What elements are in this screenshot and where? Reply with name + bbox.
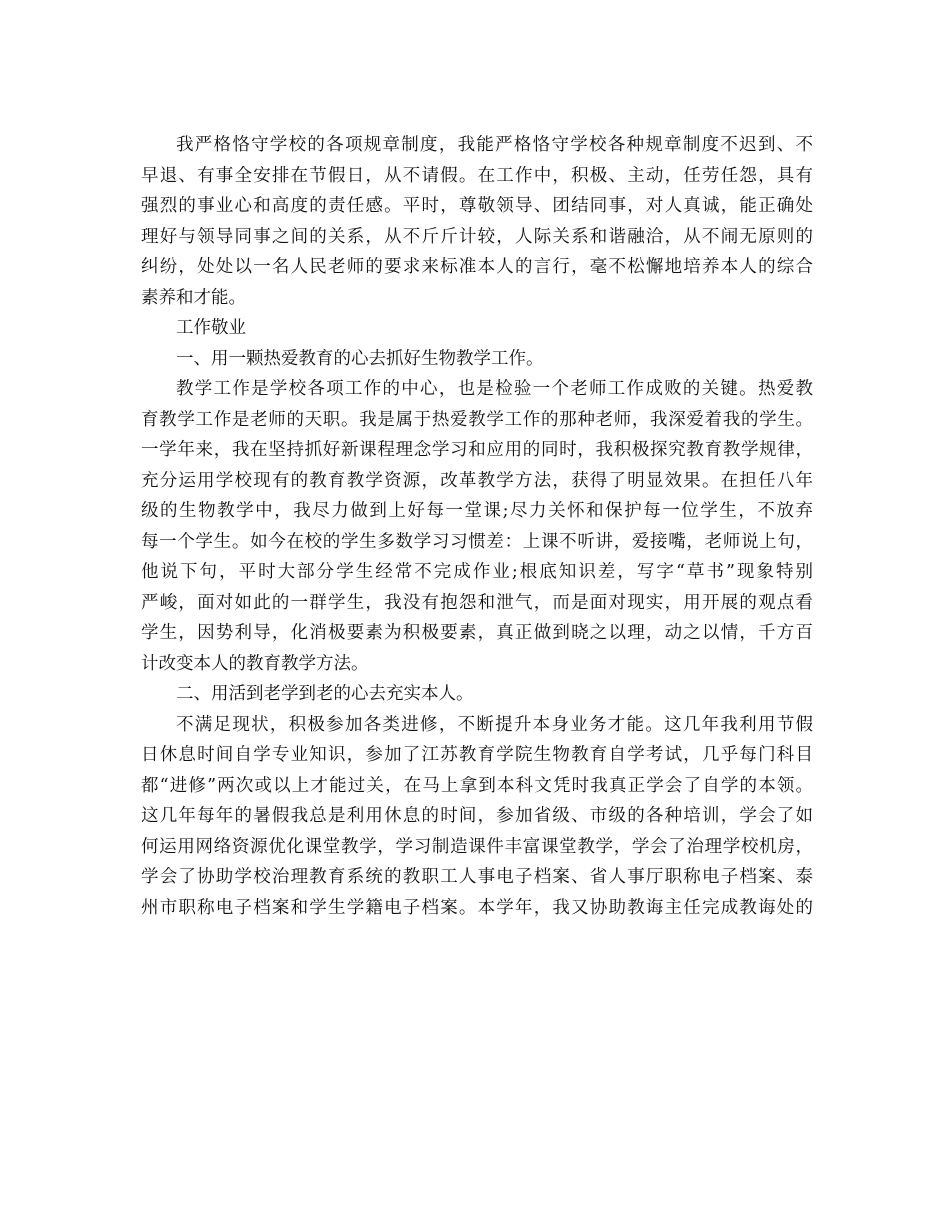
text-line: 日休息时间自学专业知识，参加了江苏教育学院生物教育自学考试，几乎每门科目 (141, 745, 813, 765)
subsection-heading: 一、用一颗热爱教育的心去抓好生物教学工作。 (176, 348, 544, 369)
document-body (141, 130, 813, 923)
text-line: 都“进修”两次或以上才能过关，在马上拿到本科文凭时我真正学会了自学的本领。 (141, 775, 813, 796)
section-heading: 工作敬业 (176, 318, 246, 338)
text-line: 素养和才能。 (141, 287, 246, 308)
text-line: 学会了协助学校治理教育系统的教职工人事电子档案、省人事厅职称电子档案、泰 (141, 867, 813, 887)
text-line: 育教学工作是老师的天职。我是属于热爱教学工作的那种老师，我深爱着我的学生。 (141, 409, 813, 430)
text-line: 他说下句，平时大部分学生经常不完成作业;根底知识差，写字“草书”现象特别 (141, 562, 813, 582)
text-line: 州市职称电子档案和学生学籍电子档案。本学年，我又协助教诲主任完成教诲处的 (141, 897, 813, 918)
text-line: 早退、有事全安排在节假日，从不请假。在工作中，积极、主动，任劳任怨，具有 (141, 165, 813, 186)
text-line: 纠纷，处处以一名人民老师的要求来标准本人的言行，毫不松懈地培养本人的综合 (141, 257, 813, 277)
text-line: 强烈的事业心和高度的责任感。平时，尊敬领导、团结同事，对人真诚，能正确处 (141, 196, 813, 216)
text-line: 我严格恪守学校的各项规章制度，我能严格恪守学校各种规章制度不迟到、不 (176, 135, 813, 155)
text-line: 教学工作是学校各项工作的中心，也是检验一个老师工作成败的关键。热爱教 (176, 379, 813, 399)
subsection-heading: 二、用活到老学到老的心去充实本人。 (176, 684, 474, 704)
text-line: 学生，因势利导，化消极要素为积极要素，真正做到晓之以理，动之以情，千方百 (141, 623, 813, 643)
text-line: 每一个学生。如今在校的学生多数学习习惯差：上课不听讲，爱接嘴，老师说上句， (141, 531, 813, 552)
text-line: 充分运用学校现有的教育教学资源，改革教学方法，获得了明显效果。在担任八年 (141, 470, 813, 491)
text-line: 理好与领导同事之间的关系，从不斤斤计较，人际关系和谐融洽，从不闹无原则的 (141, 226, 813, 247)
text-line: 计改变本人的教育教学方法。 (141, 653, 369, 674)
text-line: 严峻，面对如此的一群学生，我没有抱怨和泄气，而是面对现实，用开展的观点看 (141, 592, 813, 613)
text-line: 不满足现状，积极参加各类进修，不断提升本身业务才能。这几年我利用节假 (176, 714, 813, 735)
text-line: 级的生物教学中，我尽力做到上好每一堂课;尽力关怀和保护每一位学生，不放弃 (141, 501, 813, 521)
text-line: 何运用网络资源优化课堂教学，学习制造课件丰富课堂教学，学会了治理学校机房， (141, 836, 813, 857)
text-line: 这几年每年的暑假我总是利用休息的时间，参加省级、市级的各种培训，学会了如 (141, 806, 813, 826)
text-line: 一学年来，我在坚持抓好新课程理念学习和应用的同时，我积极探究教育教学规律， (141, 440, 813, 460)
